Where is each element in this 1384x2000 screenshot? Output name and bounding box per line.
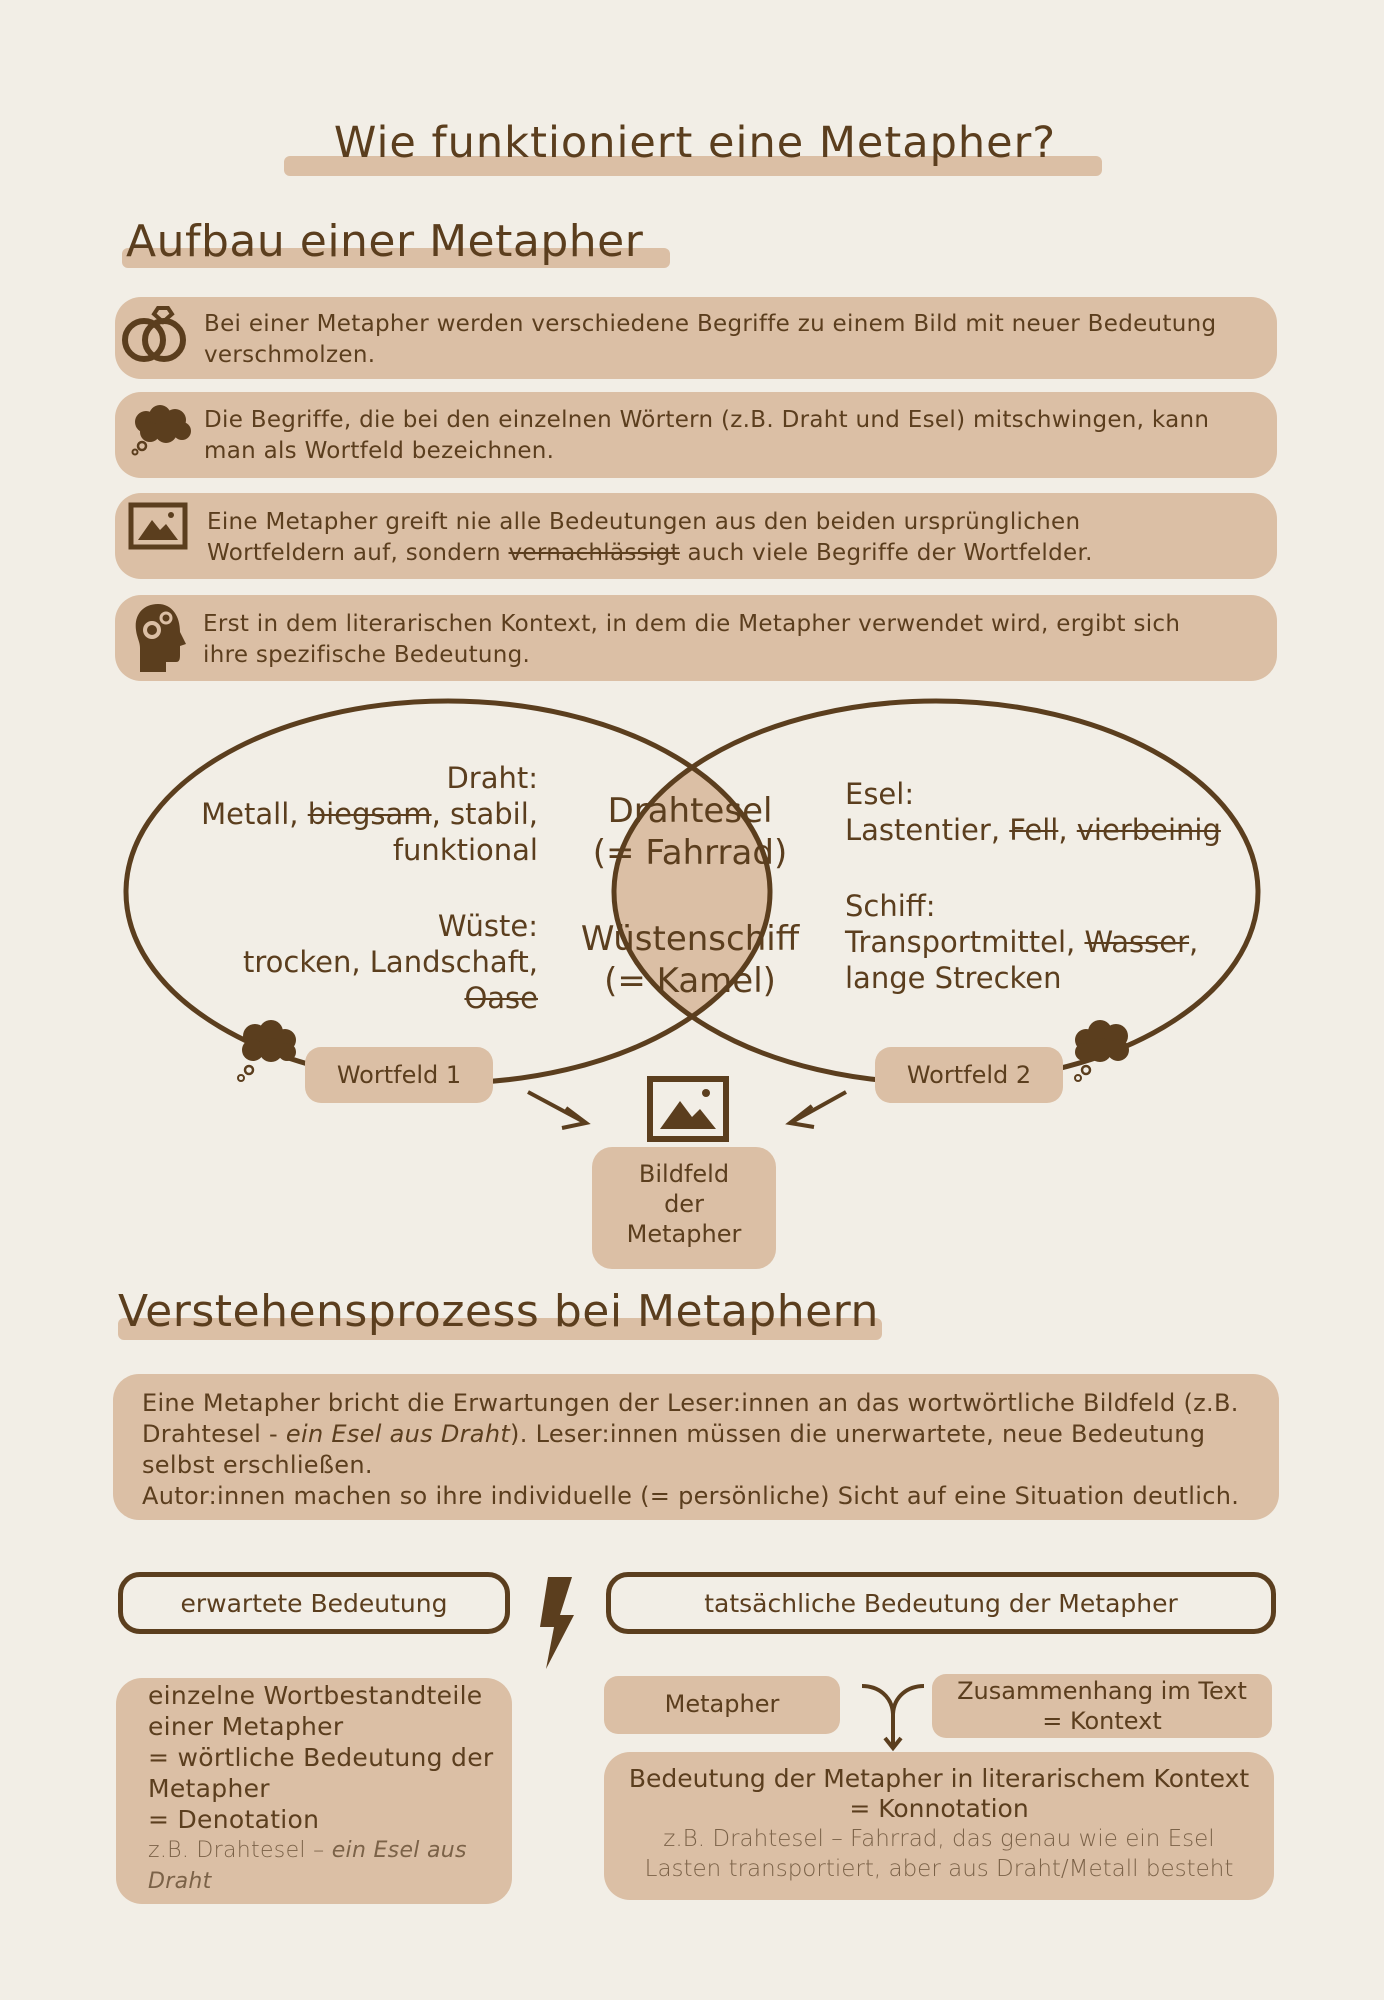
section1-heading: Aufbau einer Metapher [126, 216, 644, 267]
venn-left-draht: Draht: Metall, biegsam, stabil, funktional [201, 761, 538, 867]
venn-center-drahtesel: Drahtesel (= Fahrrad) [592, 791, 788, 873]
thought-cloud-icon [1066, 1018, 1146, 1092]
venn-left-wueste: Wüste: trocken, Landschaft, Oase [243, 909, 538, 1015]
lightning-icon [538, 1575, 578, 1675]
expected-meaning-text: einzelne Wortbestandteile einer Metapher = wörtliche Bedeutung der Metapher = Denotation z.B. Drahtesel – ein Esel aus Draht [148, 1681, 494, 1894]
bildfeld-box: Bildfeld der Metapher [592, 1147, 776, 1269]
merge-arrow-icon [858, 1680, 928, 1756]
wortfeld-1-label: Wortfeld 1 [305, 1047, 493, 1103]
metapher-box: Metapher [604, 1676, 840, 1734]
wortfeld-2-label: Wortfeld 2 [875, 1047, 1063, 1103]
konnotation-box: Bedeutung der Metapher in literarischem Kontext = Konnotation z.B. Drahtesel – Fahrrad, das genau wie ein Esel Lasten transportiert, aber aus Draht/Metall besteht [604, 1752, 1274, 1900]
thought-cloud-icon [225, 1018, 305, 1092]
venn-right-schiff: Schiff: Transportmittel, Wasser, lange Strecken [845, 889, 1199, 995]
venn-right-esel: Esel: Lastentier, Fell, vierbeinig [845, 777, 1221, 847]
kontext-box: Zusammenhang im Text = Kontext [932, 1674, 1272, 1738]
expected-meaning-label: erwartete Bedeutung [118, 1572, 510, 1634]
info-text-2: Die Begriffe, die bei den einzelnen Wörtern (z.B. Draht und Esel) mitschwingen, kann man als Wortfeld bezeichnen. [204, 407, 1210, 464]
actual-meaning-label: tatsächliche Bedeutung der Metapher [606, 1572, 1276, 1634]
info-text-4: Erst in dem literarischen Kontext, in dem die Metapher verwendet wird, ergibt sich ihre spezifische Bedeutung. [203, 611, 1181, 668]
venn-center-wuestenschiff: Wüstenschiff (= Kamel) [580, 919, 800, 1001]
info-text-3: Eine Metapher greift nie alle Bedeutungen aus den beiden ursprünglichen Wortfeldern auf, sondern vernachlässigt auch viele Begriffe der Wortfelder. [207, 509, 1093, 566]
info-text-1: Bei einer Metapher werden verschiedene Begriffe zu einem Bild mit neuer Bedeutung verschmolzen. [204, 311, 1217, 368]
page-title: Wie funktioniert eine Metapher? [333, 118, 1057, 168]
verstehen-paragraph: Eine Metapher bricht die Erwartungen der Leser:innen an das wortwörtliche Bildfeld (z.B. Drahtesel - ein Esel aus Draht). Leser:innen müssen die unerwartete, neue Bedeutung selbst erschließen. Autor:innen machen so ihre individuelle (= persönliche) Sicht auf eine Situation deutlich. [142, 1389, 1240, 1510]
picture-icon [646, 1075, 730, 1147]
section2-heading: Verstehensprozess bei Metaphern [118, 1286, 879, 1337]
